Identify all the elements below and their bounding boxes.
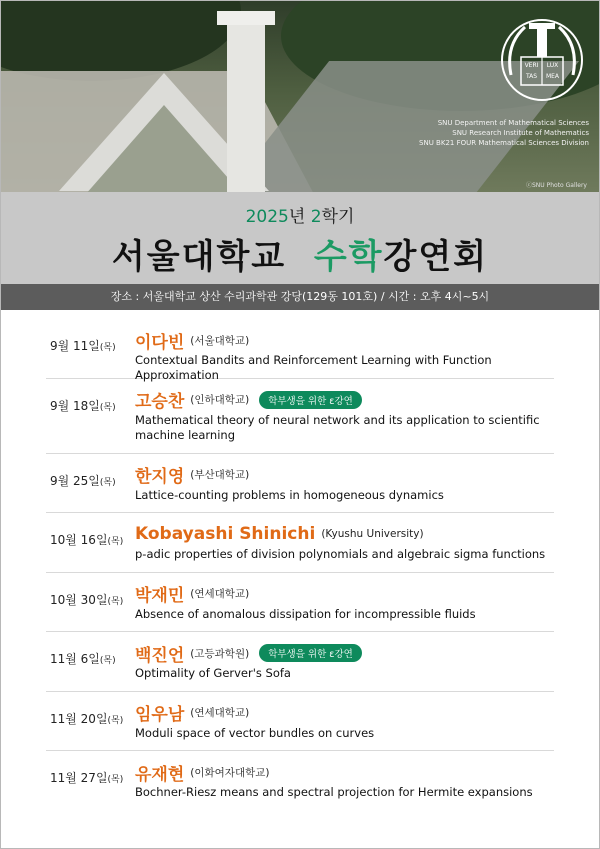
credit-line: SNU Research Institute of Mathematics [452,129,589,137]
talk-title: Bochner-Riesz means and spectral projection for Hermite expansions [135,785,533,799]
date-text: 9월 18일 [50,398,100,413]
title-part-3: 강연회 [383,237,489,277]
speaker-name: 임우남 [135,705,185,725]
day-of-week: (목) [99,402,116,413]
lecture-date [50,337,116,354]
speaker-affiliation: (이화여자대학교) [190,766,270,779]
day-of-week: (목) [107,537,124,547]
speaker-affiliation: (연세대학교) [190,707,250,719]
logo-word-1: VERI [524,62,539,69]
speaker-affiliation: (서울대학교) [190,334,250,347]
lecture-date [50,650,116,667]
speaker-affiliation: (연세대학교) [190,588,250,600]
day-of-week: (목) [107,775,124,785]
day-of-week: (목) [107,715,124,726]
undergrad-lecture-badge: 학부생을 위한 ε강연 [259,644,362,662]
semester-label [1,202,599,227]
speaker-name: 백진언 [135,645,185,666]
venue-time-info: 장소 : 서울대학교 상산 수리과학관 강당(129동 101호) / 시간 : 오후 4시~5시 [1,284,599,310]
date-text: 11월 27일 [50,771,108,785]
logo-word-2: TAS [525,73,538,80]
talk-title: Absence of anomalous dissipation for incompressible fluids [135,606,476,621]
lecture-date [50,591,123,608]
year: 2025 [245,207,289,227]
date-text: 11월 20일 [50,711,108,726]
photo-credit: ⓒSNU Photo Gallery [526,182,587,189]
logo-word-4: MEA [545,73,560,80]
lecture-row [46,573,554,633]
talk-title: Lattice-counting problems in homogeneous dynamics [135,487,444,502]
talk-title: Mathematical theory of neural network and its application to scientific machine learning [135,412,540,442]
date-text: 10월 30일 [50,592,108,607]
speaker-name: 유재현 [135,764,185,785]
campus-photo [1,1,599,192]
snu-emblem-icon [497,15,587,105]
talk-title: Moduli space of vector bundles on curves [135,725,375,740]
year-suffix: 년 [288,207,306,227]
speaker-name: 박재민 [135,586,185,606]
speaker-name: Kobayashi Shinichi [135,524,316,544]
date-text: 11월 6일 [50,652,100,666]
day-of-week: (목) [99,656,116,666]
lecture-date [50,472,116,489]
lecture-row [46,454,554,514]
talk-title: Contextual Bandits and Reinforcement Learning with Function Approximation [135,353,492,382]
term: 2 [310,207,322,227]
lecture-date [50,710,123,727]
lecture-row [46,513,554,573]
talk-title: Optimality of Gerver's Sofa [135,666,291,680]
speaker-name: 한지영 [135,467,185,487]
department-credits [419,118,589,148]
lecture-row [46,692,554,752]
lecture-row [46,751,554,810]
day-of-week: (목) [99,477,116,488]
lecture-schedule [1,319,599,810]
page-title [1,229,599,278]
term-suffix: 학기 [321,207,355,227]
day-of-week: (목) [99,343,116,353]
undergrad-lecture-badge: 학부생을 위한 ε강연 [259,391,362,409]
credit-line: SNU Department of Mathematical Sciences [437,119,589,127]
lecture-row [46,632,554,692]
speaker-affiliation: (고등과학원) [190,647,250,660]
lecture-date [50,397,116,414]
lecture-date [50,531,123,548]
date-text: 9월 25일 [50,473,100,488]
credit-line: SNU BK21 FOUR Mathematical Sciences Division [419,139,589,147]
speaker-affiliation: (Kyushu University) [321,528,424,540]
speaker-affiliation: (부산대학교) [190,469,250,481]
day-of-week: (목) [107,596,124,607]
speaker-affiliation: (인하대학교) [190,394,250,406]
date-text: 10월 16일 [50,533,108,547]
talk-title: p-adic properties of division polynomials and algebraic sigma functions [135,547,546,561]
logo-word-3: LUX [546,62,559,69]
lecture-row [46,379,554,454]
speaker-name: 이다빈 [135,332,185,353]
title-part-1: 서울대학교 [111,237,287,277]
date-text: 9월 11일 [50,339,100,353]
lecture-row [46,319,554,382]
lecture-date [50,769,123,786]
speaker-name: 고승찬 [135,392,185,412]
title-part-2: 수학 [313,237,384,277]
